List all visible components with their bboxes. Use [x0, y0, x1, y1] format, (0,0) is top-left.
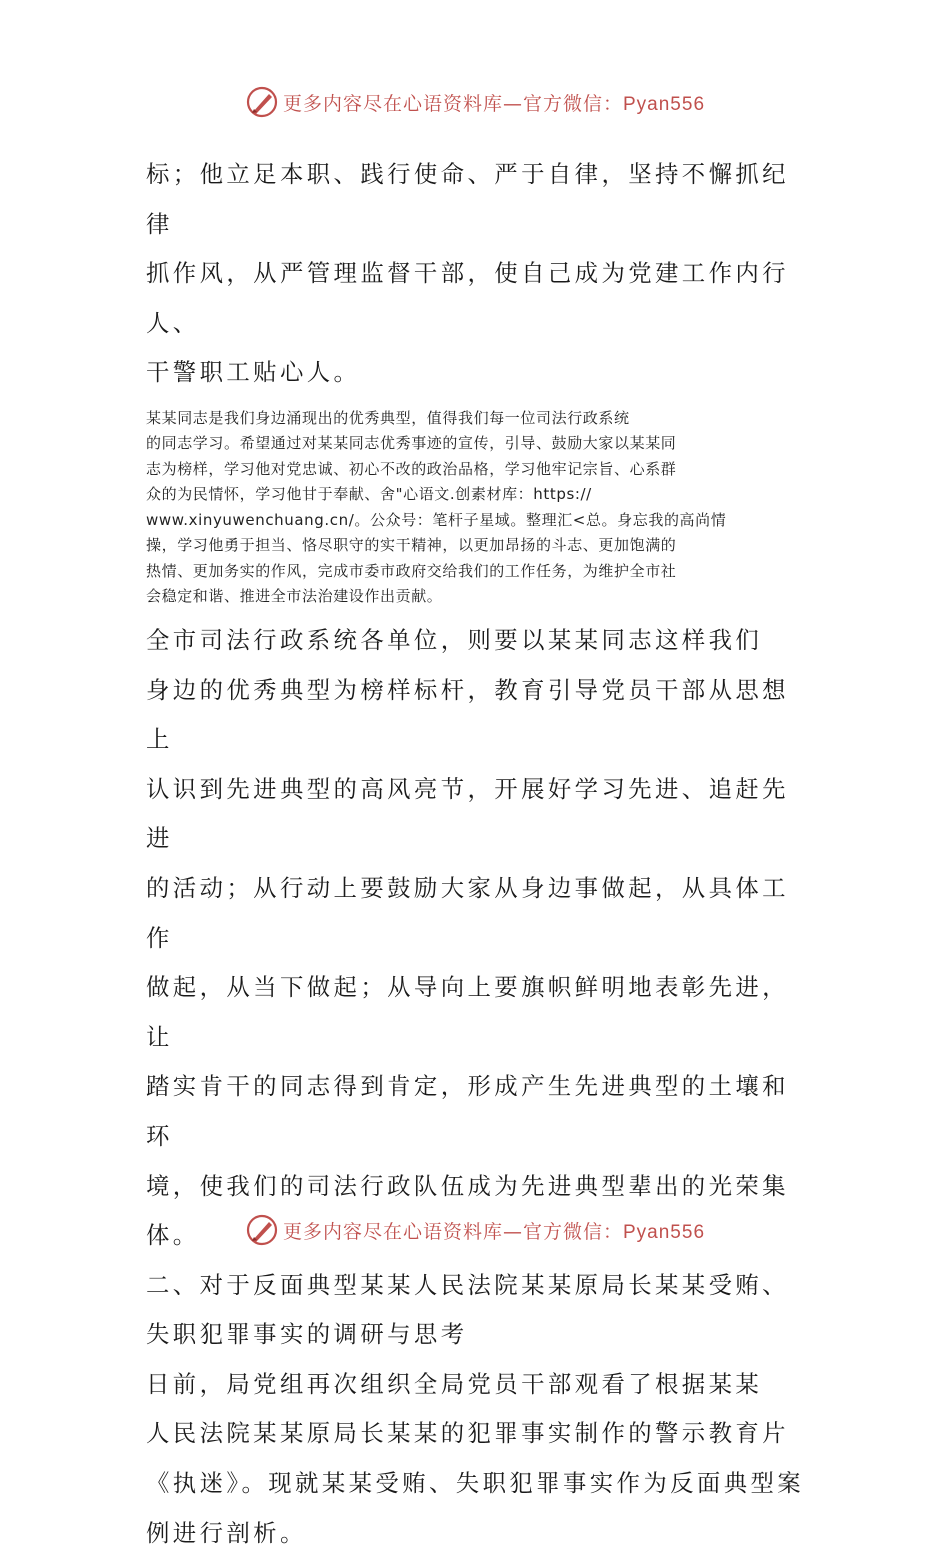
- paragraph-1: 标；他立足本职、践行使命、严于自律，坚持不懈抓纪律 抓作风，从严管理监督干部，使自己成为党建工作内行人、 干警职工贴心人。: [146, 160, 789, 387]
- watermark-label: 更多内容尽在心语资料库—官方微信：: [282, 1220, 623, 1243]
- watermark-text: [283, 1217, 705, 1244]
- header-watermark: [0, 82, 950, 122]
- footer-watermark: [0, 1210, 950, 1250]
- watermark-handle: Pyan556: [623, 1221, 706, 1243]
- watermark-label: 更多内容尽在心语资料库—官方微信：: [282, 92, 623, 115]
- watermark-handle: Pyan556: [623, 93, 706, 115]
- section-heading-2: 二、对于反面典型某某人民法院某某原局长某某受贿、 失职犯罪事实的调研与思考: [146, 1270, 789, 1349]
- pen-logo-icon: [245, 85, 279, 119]
- watermark-text: [283, 89, 705, 116]
- paragraph-5: 日前，局党组再次组织全局党员干部观看了根据某某 人民法院某某原局长某某的犯罪事实制作的警示教育片 《执迷》。现就某某受贿、失职犯罪事实作为反面典型案 例进行剖析。: [146, 1369, 805, 1547]
- document-body: [146, 150, 806, 1558]
- paragraph-2-inserted-note: 某某同志是我们身边涌现出的优秀典型，值得我们每一位司法行政系统 的同志学习。希望通过对某某同志优秀事迹的宣传，引导、鼓励大家以某某同 志为榜样，学习他对党忠诚、初心不改的政治品格，学习他牢记宗旨、心系群 众的为民情怀，学习他甘于奉献、舍"心语文.创素材库：https:// www.xinyuwenchuang.cn/。公众号：笔杆子星域。整理汇<总。身忘我的高尚情 操，学习他勇于担当、恪尽职守的实干精神，以更加昂扬的斗志、更加饱满的 热情、更加务实的作风，完成市委市政府交给我们的工作任务，为维护全市社 会稳定和谐、推进全市法治建设作出贡献。: [146, 408, 727, 606]
- pen-logo-icon: [245, 1213, 279, 1247]
- paragraph-3: 全市司法行政系统各单位，则要以某某同志这样我们 身边的优秀典型为榜样标杆，教育引导党员干部从思想上 认识到先进典型的高风亮节，开展好学习先进、追赶先进 的活动；从行动上要鼓励大家从身边事做起，从具体工作 做起，从当下做起；从导向上要旗帜鲜明地表彰先进，让 踏实肯干的同志得到肯定，形成产生先进典型的土壤和环 境，使我们的司法行政队伍成为先进典型辈出的光荣集体。: [146, 625, 789, 1250]
